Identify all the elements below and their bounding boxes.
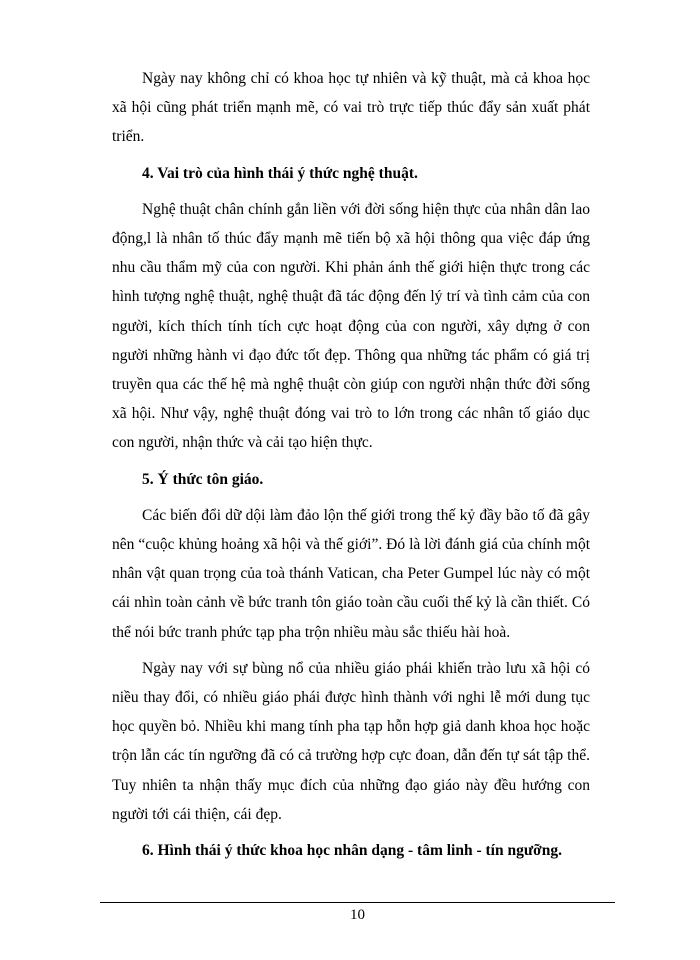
heading-religious-consciousness: 5. Ý thức tôn giáo. [142, 470, 264, 488]
page-content [112, 64, 590, 865]
paragraph-social-science: Ngày nay không chỉ có khoa học tự nhiên và kỹ thuật, mà cả khoa học xã hội cũng phát triển mạnh mẽ, có vai trò trực tiếp thúc đẩy sản xuất phát triển. [112, 70, 590, 146]
paragraph-art-role: Nghệ thuật chân chính gắn liền với đời sống hiện thực của nhân dân lao động,l là nhân tố thúc đẩy mạnh mẽ tiến bộ xã hội thông qua việc đáp ứng nhu cầu thẩm mỹ của con người. Khi phản ánh thế giới hiện thực trong các hình tượng nghệ thuật, nghệ thuật đã tác động đến lý trí và tình cảm của con người, kích thích tính tích cực hoạt động của con người, xây dựng ở con người những hành vi đạo đức tốt đẹp. Thông qua những tác phẩm có giá trị truyền qua các thế hệ mà nghệ thuật còn giúp con người nhận thức đời sống xã hội. Như vậy, nghệ thuật đóng vai trò to lớn trong các nhân tố giáo dục con người, nhận thức và cải tạo hiện thực. [112, 200, 590, 452]
paragraph-world-changes: Các biến đổi dữ dội làm đảo lộn thế giới trong thế kỷ đầy bão tố đã gây nên “cuộc khủng hoảng xã hội và thế giới”. Đó là lời đánh giá của chính một nhân vật quan trọng của toà thánh Vatican, cha Peter Gumpel lúc này có một cái nhìn toàn cảnh về bức tranh tôn giáo toàn cầu cuối thế kỷ là cần thiết. Có thể nói bức tranh phức tạp pha trộn nhiều màu sắc thiếu hài hoà. [112, 506, 590, 641]
page-number: 10 [350, 907, 365, 923]
heading-art-consciousness: 4. Vai trò của hình thái ý thức nghệ thuật. [142, 164, 418, 182]
footer-divider [100, 902, 615, 903]
heading-spiritual-science: 6. Hình thái ý thức khoa học nhân dạng - tâm linh - tín ngưỡng. [142, 842, 562, 860]
paragraph-religious-sects: Ngày nay với sự bùng nổ của nhiều giáo phái khiến trào lưu xã hội có niều thay đổi, có nhiều giáo phái được hình thành với nghi lễ mới dung tục học quyền bỏ. Nhiều khi mang tính pha tạp hỗn hợp giả danh khoa học hoặc trộn lẫn các tín ngưỡng đã có cả trường hợp cực đoan, dẫn đến tự sát tập thể. Tuy nhiên ta nhận thấy mục đích của những đạo giáo này đều hướng con người tới cái thiện, cái đẹp. [112, 659, 590, 823]
